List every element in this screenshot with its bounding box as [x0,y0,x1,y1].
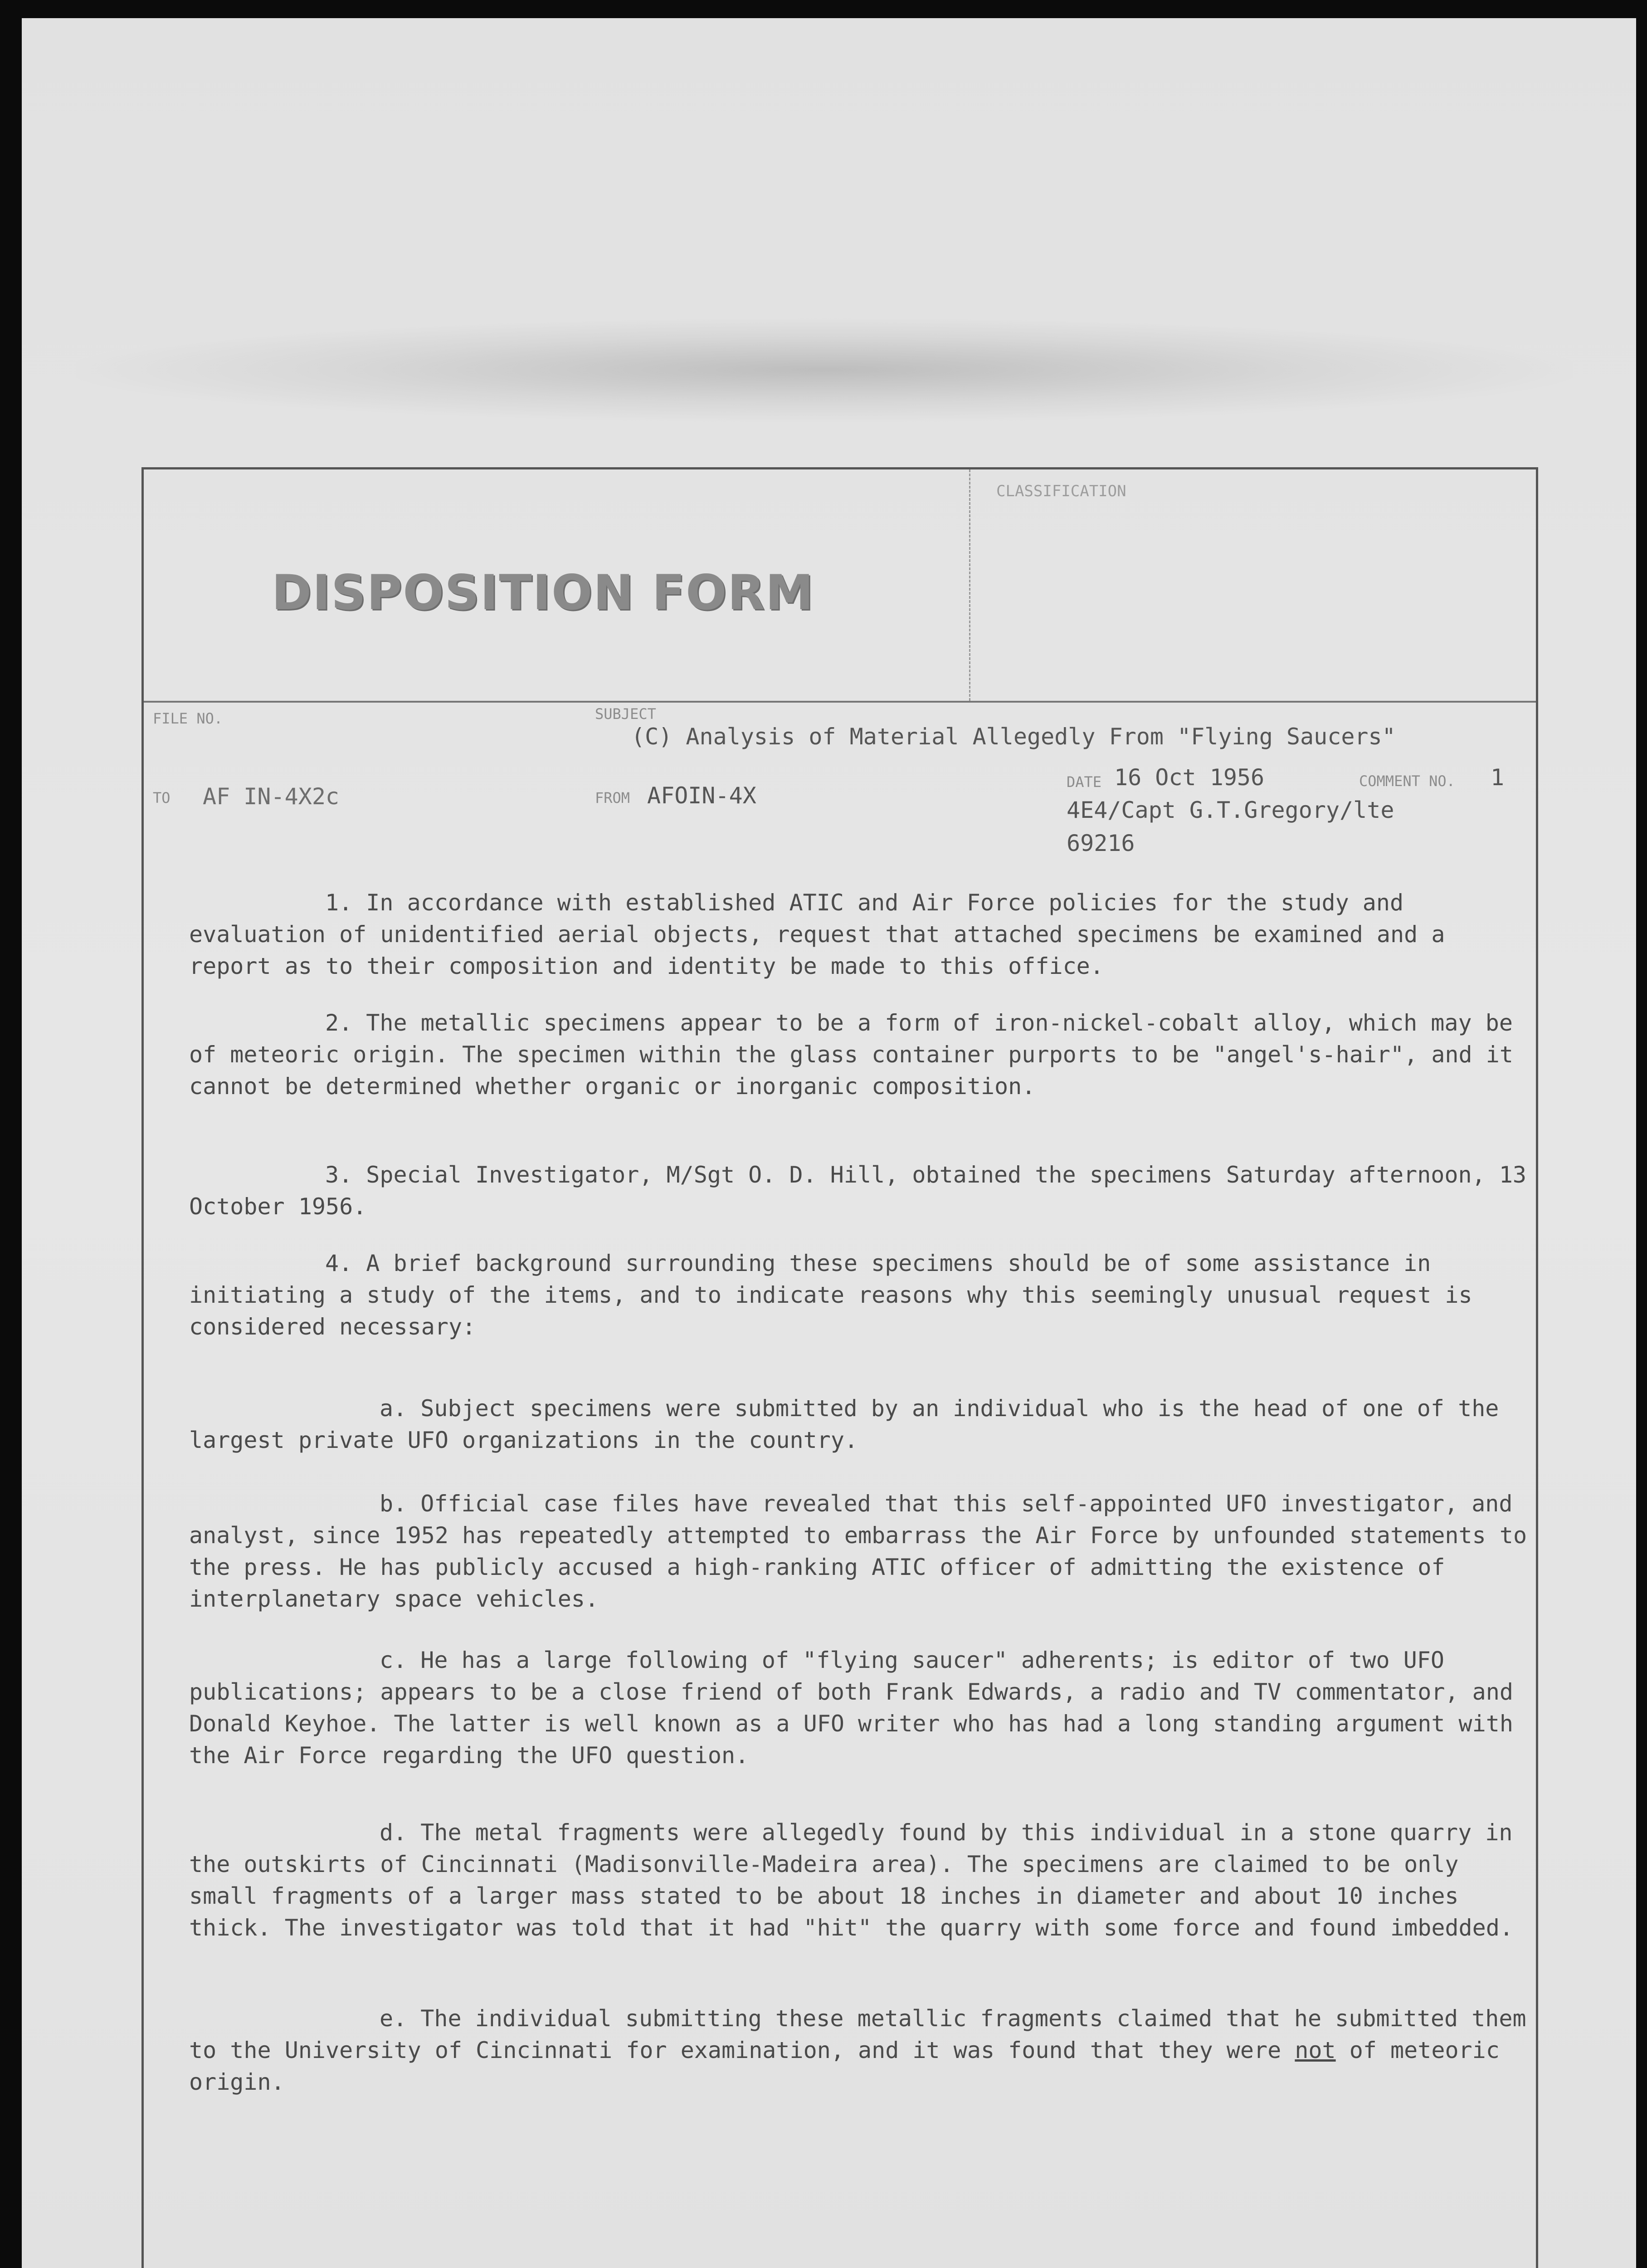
subparagraph-e-text [189,2003,1540,2098]
from-label: FROM [595,789,630,807]
paragraph-2 [189,1007,1540,1102]
from-value: AFOIN-4X [647,782,756,809]
scan-smudge [76,318,1573,422]
to-value: AF IN-4X2c [203,783,340,810]
paragraph-1-text: 1. In accordance with established ATIC and Air Force policies for the study and evaluation of unidentified aerial objects, request that attached specimens be examined and a report as to their composition and identity be made to this office. [189,890,1445,979]
paragraph-3 [189,1159,1540,1222]
subparagraph-e [189,2003,1540,2098]
file-no-label: FILE NO. [153,710,223,727]
subparagraph-c [189,1644,1540,1771]
disposition-form [141,467,1538,2268]
subparagraph-e-pre: e. The individual submitting these metallic fragments claimed that he submitted them to the University of Cincinnati for examination, and it was found that they were [189,2005,1526,2063]
date-label: DATE [1067,773,1102,791]
subparagraph-e-post: of meteoric origin. [189,2037,1500,2095]
subject-value: (C) Analysis of Material Allegedly From "Flying Saucers" [631,723,1396,750]
subparagraph-b [189,1488,1540,1615]
paragraph-1 [189,887,1540,982]
to-label: TO [153,789,171,807]
paragraph-4-text: 4. A brief background surrounding these specimens should be of some assistance in initiating a study of the items, and to indicate reasons why this seemingly unusual request is considered necessary: [189,1250,1472,1340]
paragraph-4 [189,1247,1540,1343]
subparagraph-d-text: d. The metal fragments were allegedly found by this individual in a stone quarry in the outskirts of Cincinnati (Madisonville-Madeira area). The specimens are claimed to be only small fragments of a larger mass stated to be about 18 inches in diameter and about 10 inches thick. The investigator was told that it had "hit" the quarry with some force and found imbedded. [189,1819,1513,1941]
classification-label: CLASSIFICATION [996,482,1126,500]
subparagraph-c-text: c. He has a large following of "flying saucer" adherents; is editor of two UFO publications; appears to be a close friend of both Frank Edwards, a radio and TV commentator, and Donald Keyhoe. The latter is well known as a UFO writer who has had a long standing argument with the Air Force regarding the UFO question. [189,1647,1513,1769]
header-divider-vertical [969,469,970,701]
subparagraph-b-text: b. Official case files have revealed that this self-appointed UFO investigator, and analyst, since 1952 has repeatedly attempted to embarrass the Air Force by unfounded statements to the press. He has publicly accused a high-ranking ATIC officer of admitting the existence of interplanetary space vehicles. [189,1491,1527,1612]
subparagraph-d [189,1817,1540,1944]
subject-label: SUBJECT [595,705,656,723]
subparagraph-e-not: not [1295,2037,1336,2063]
paragraph-3-text: 3. Special Investigator, M/Sgt O. D. Hill, obtained the specimens Saturday afternoon, 13 October 1956. [189,1162,1527,1220]
form-title: DISPOSITION FORM [272,565,814,621]
paragraph-2-text: 2. The metallic specimens appear to be a form of iron-nickel-cobalt alloy, which may be of meteoric origin. The specimen within the glass container purports to be "angel's-hair", and it cannot be determined whether organic or inorganic composition. [189,1010,1513,1100]
contact-value: 4E4/Capt G.T.Gregory/lte [1067,797,1394,823]
subparagraph-a [189,1393,1540,1456]
phone-value: 69216 [1067,830,1135,856]
comment-value: 1 [1491,764,1505,791]
header-divider [144,701,1536,703]
comment-label: COMMENT NO. [1359,772,1455,790]
subparagraph-a-text: a. Subject specimens were submitted by an individual who is the head of one of the largest private UFO organizations in the country. [189,1395,1499,1453]
date-value: 16 Oct 1956 [1114,764,1265,791]
document-page [22,18,1636,2268]
